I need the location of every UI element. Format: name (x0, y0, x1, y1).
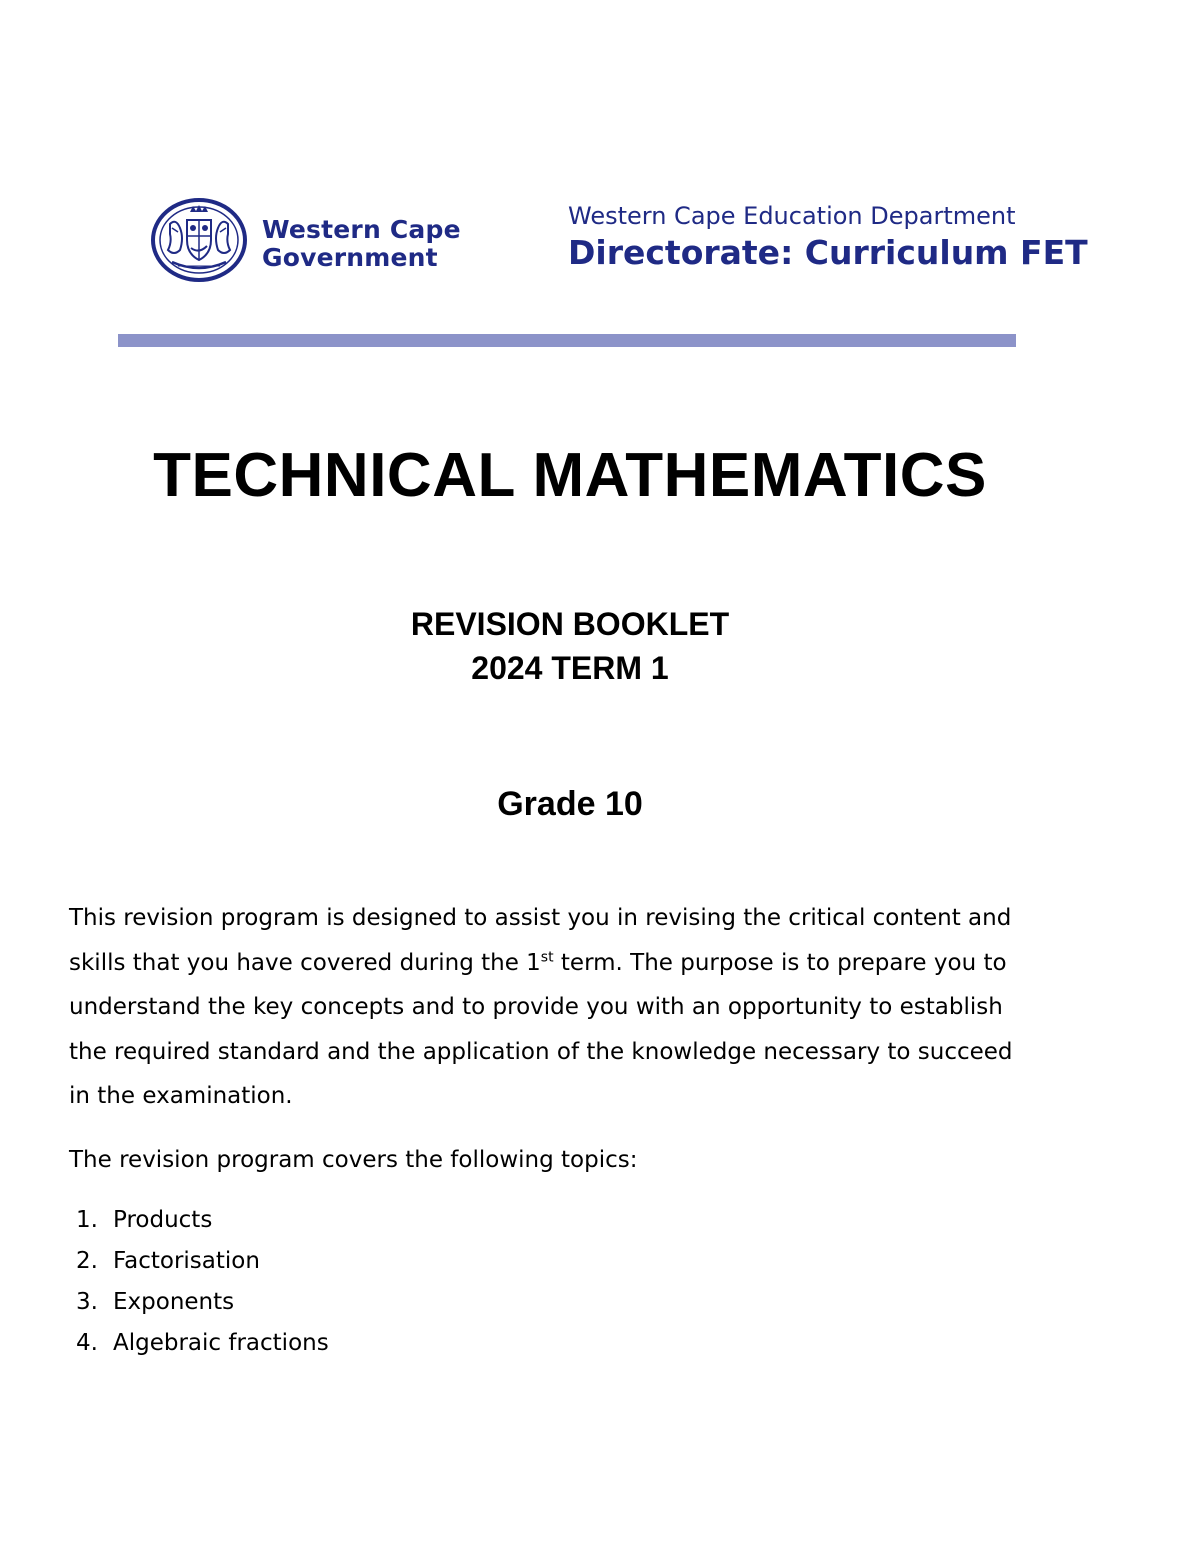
topic-number: 1. (76, 1207, 98, 1233)
topic-number: 2. (76, 1248, 98, 1274)
intro-text: term. The purpose is to prepare you to (553, 949, 1007, 976)
intro-line: in the examination. (69, 1083, 293, 1109)
intro-line (69, 941, 1109, 986)
coat-of-arms-icon (150, 198, 248, 282)
government-wordmark (262, 216, 461, 272)
booklet-label: REVISION BOOKLET (410, 606, 730, 642)
list-item (76, 1282, 329, 1323)
logo-line-1: Western Cape (262, 215, 461, 244)
list-item (76, 1323, 329, 1364)
logo-line-2: Government (262, 243, 438, 272)
department-name: Western Cape Education Department (568, 202, 1016, 230)
intro-paragraph (69, 896, 1109, 1119)
document-title: TECHNICAL MATHEMATICS (153, 441, 987, 510)
booklet-subtitle (0, 602, 1140, 690)
intro-line: This revision program is designed to assist you in revising the critical content and (69, 905, 1012, 931)
list-item (76, 1200, 329, 1241)
topic-label: Algebraic fractions (113, 1330, 329, 1356)
grade-label: Grade 10 (497, 785, 643, 823)
list-item (76, 1241, 329, 1282)
topic-label: Products (113, 1207, 213, 1233)
ordinal-suffix: st (540, 948, 554, 965)
intro-line: the required standard and the application of the knowledge necessary to succeed (69, 1038, 1013, 1065)
topic-number: 4. (76, 1330, 98, 1356)
term-label: 2024 TERM 1 (471, 650, 669, 686)
topics-intro: The revision program covers the following topics: (69, 1147, 638, 1173)
department-heading (568, 198, 1088, 274)
topic-number: 3. (76, 1289, 98, 1315)
intro-line: understand the key concepts and to provide you with an opportunity to establish (69, 994, 1003, 1020)
topic-list (76, 1200, 329, 1364)
topic-label: Exponents (113, 1289, 235, 1315)
intro-text: skills that you have covered during the 1 (69, 949, 541, 976)
western-cape-government-logo (150, 198, 490, 282)
header-divider (118, 334, 1016, 347)
directorate-name: Directorate: Curriculum FET (568, 233, 1088, 272)
topic-label: Factorisation (113, 1248, 260, 1274)
